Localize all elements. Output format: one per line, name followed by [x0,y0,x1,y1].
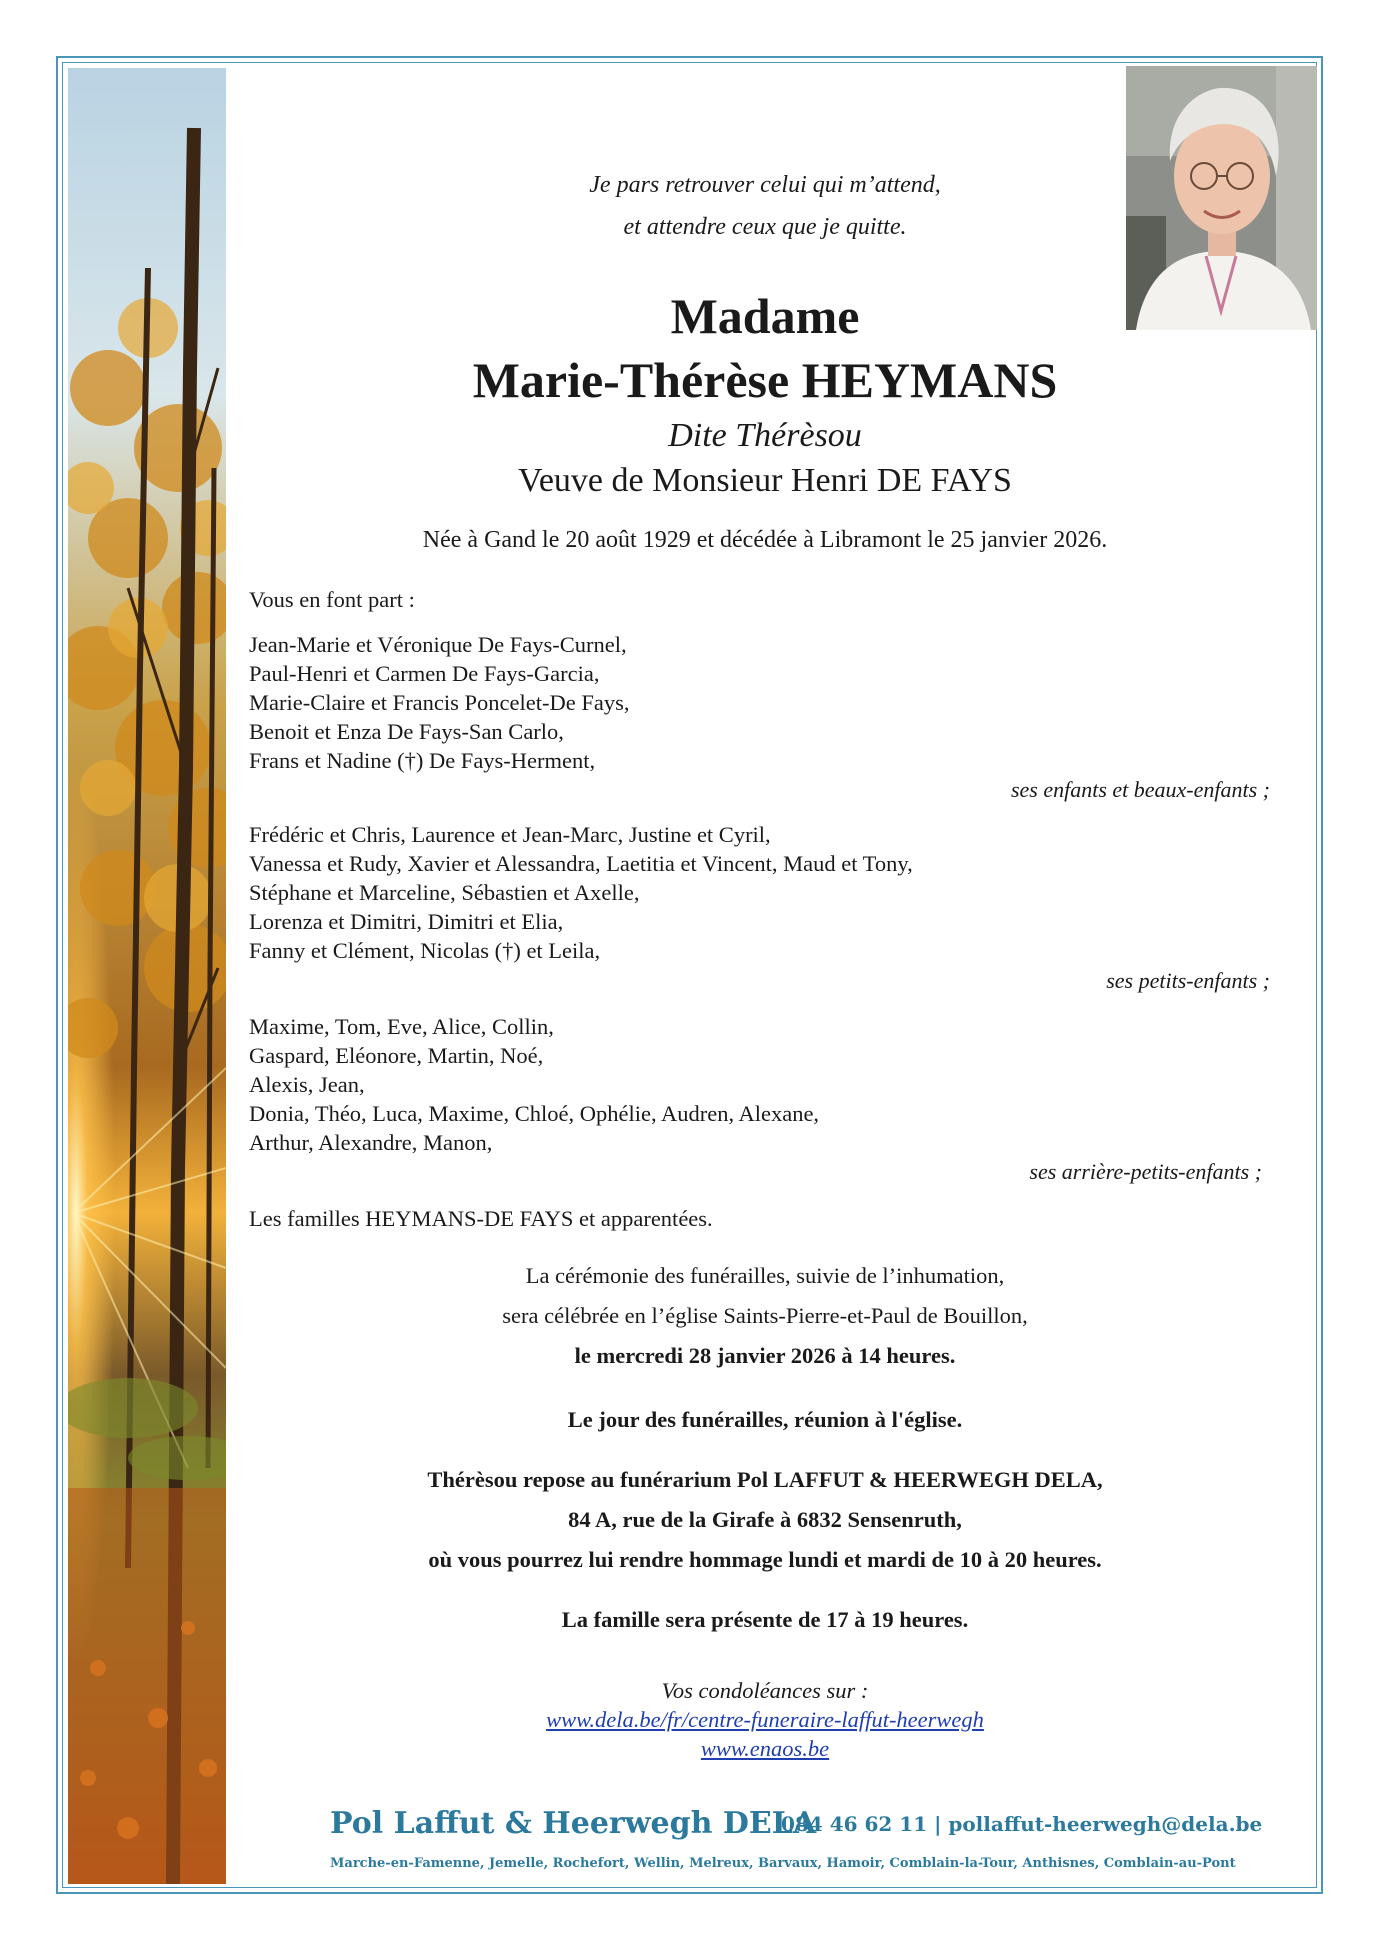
funeral-home-contact: 084 46 62 11 | pollaffut-heerwegh@dela.be [781,1812,1263,1836]
list-item: Donia, Théo, Luca, Maxime, Chloé, Ophélie, Audren, Alexane, [249,1101,820,1126]
list-item: Stéphane et Marceline, Sébastien et Axelle, [249,880,640,905]
ceremony-line-1: La cérémonie des funérailles, suivie de l’inhumation, [525,1263,1005,1288]
list-item: Maxime, Tom, Eve, Alice, Collin, [249,1014,554,1039]
ceremony-info [240,1256,1290,1376]
grandchildren-role: ses petits-enfants ; [1106,968,1270,993]
list-item: Frans et Nadine (†) De Fays-Herment, [249,748,596,773]
grandchildren-list [249,820,913,965]
great-grandchildren-list [249,1012,819,1157]
dela-link[interactable]: www.dela.be/fr/centre-funeraire-laffut-heerwegh [546,1707,984,1732]
list-item: Paul-Henri et Carmen De Fays-Garcia, [249,661,600,686]
ceremony-line-2: sera célébrée en l’église Saints-Pierre-et-Paul de Bouillon, [502,1303,1028,1328]
honorific: Madame [670,288,860,344]
announcement-intro: Vous en font part : [249,587,415,612]
funeral-home-locations: Marche-en-Famenne, Jemelle, Rochefort, Wellin, Melreux, Barvaux, Hamoir, Comblain-la-Tour, Anthisnes, Comblain-au-Pont [330,1856,1236,1871]
quote-line-1: Je pars retrouver celui qui m’attend, [589,172,941,198]
deceased-name: Marie-Thérèse HEYMANS [472,352,1058,408]
autumn-forest-image [68,68,226,1884]
list-item: Marie-Claire et Francis Poncelet-De Fays, [249,690,630,715]
list-item: Lorenza et Dimitri, Dimitri et Elia, [249,909,564,934]
children-list [249,630,630,775]
condolences-label: Vos condoléances sur : [661,1678,869,1703]
enaos-link[interactable]: www.enaos.be [700,1736,830,1761]
quote-line-2: et attendre ceux que je quitte. [623,214,907,240]
ceremony-datetime: le mercredi 28 janvier 2026 à 14 heures. [574,1343,956,1368]
list-item: Alexis, Jean, [249,1072,365,1097]
great-grandchildren-role: ses arrière-petits-enfants ; [1029,1159,1262,1184]
meeting-info: Le jour des funérailles, réunion à l'église. [567,1407,963,1432]
birth-death-dates: Née à Gand le 20 août 1929 et décédée à Libramont le 25 janvier 2026. [422,527,1108,553]
family-presence: La famille sera présente de 17 à 19 heures. [561,1607,969,1632]
list-item: Fanny et Clément, Nicolas (†) et Leila, [249,938,601,963]
list-item: Frédéric et Chris, Laurence et Jean-Marc, Justine et Cyril, [249,822,771,847]
list-item: Benoit et Enza De Fays-San Carlo, [249,719,564,744]
rest-line-3: où vous pourrez lui rendre hommage lundi et mardi de 10 à 20 heures. [428,1547,1102,1572]
rest-line-1: Thérèsou repose au funérarium Pol LAFFUT & HEERWEGH DELA, [427,1467,1103,1492]
families-line: Les familles HEYMANS-DE FAYS et apparentées. [249,1206,713,1231]
children-role: ses enfants et beaux-enfants ; [1010,777,1270,802]
list-item: Gaspard, Eléonore, Martin, Noé, [249,1043,544,1068]
spouse-line: Veuve de Monsieur Henri DE FAYS [518,462,1012,499]
list-item: Arthur, Alexandre, Manon, [249,1130,493,1155]
rest-line-2: 84 A, rue de la Girafe à 6832 Sensenruth, [568,1507,962,1532]
funeral-home-brand: Pol Laffut & Heerwegh DELA [330,1806,817,1841]
rest-info [240,1460,1290,1580]
nickname: Dite Thérèsou [668,417,862,454]
opening-quote [240,164,1290,248]
list-item: Jean-Marie et Véronique De Fays-Curnel, [249,632,627,657]
list-item: Vanessa et Rudy, Xavier et Alessandra, Laetitia et Vincent, Maud et Tony, [249,851,913,876]
condolence-links [240,1705,1290,1763]
